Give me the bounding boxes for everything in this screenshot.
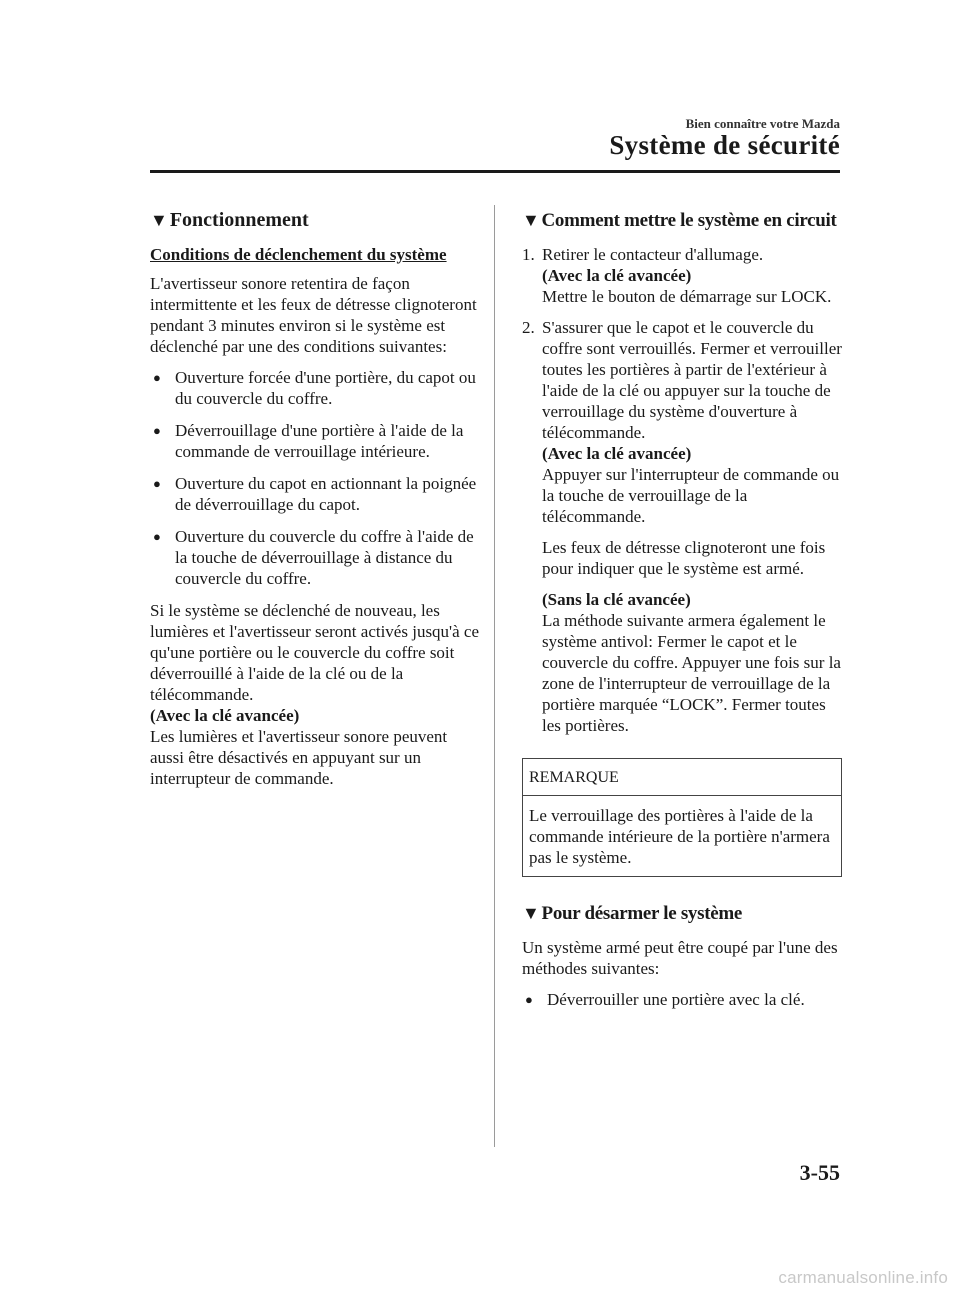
no-key-text: La méthode suivante armera également le système antivol: Fermer le capot et le couvercle du coffre. Appuyer une fois sur la zone de l'interrupteur de verrouillage de la portière marquée “LOCK”. Fermer toutes les portières. (542, 611, 841, 735)
no-key-label: (Sans la clé avancée) (542, 590, 691, 609)
section-heading-text: Comment mettre le système en circuit (541, 210, 837, 231)
step-number: 1. (522, 245, 535, 264)
list-item-text: Déverrouiller une portière avec la clé. (547, 990, 805, 1009)
intro-paragraph: L'avertisseur sonore retentira de façon intermittente et les feux de détresse clignoteront pendant 3 minutes environ si le système est déclenché par une des conditions suivantes: (150, 274, 477, 356)
bullet-icon: ● (525, 992, 533, 1007)
header-subtitle: Bien connaître votre Mazda (685, 116, 840, 131)
list-item-text: Ouverture forcée d'une portière, du capot ou du couvercle du coffre. (175, 368, 476, 408)
note-box (522, 758, 842, 877)
bullet-icon: ● (153, 476, 161, 491)
triangle-down-icon: ▼ (150, 210, 168, 230)
list-item (150, 420, 480, 462)
section-heading-arming (522, 210, 842, 231)
advanced-key-text: Appuyer sur l'interrupteur de commande ou la touche de verrouillage de la télécommande. (542, 465, 840, 526)
section-heading-text: Fonctionnement (169, 209, 309, 231)
retrigger-paragraph (150, 600, 480, 789)
list-item-text: Ouverture du capot en actionnant la poignée de déverrouillage du capot. (175, 474, 477, 514)
subheading-trigger-conditions: Conditions de déclenchement du système (150, 245, 447, 264)
note-title: REMARQUE (523, 759, 841, 796)
step-text: Retirer le contacteur d'allumage. (542, 245, 764, 264)
list-item (522, 989, 842, 1010)
page-number: 3-55 (799, 1160, 840, 1185)
advanced-key-text: Mettre le bouton de démarrage sur LOCK. (542, 287, 832, 306)
section-heading-operation (150, 210, 480, 231)
left-column (150, 210, 480, 789)
list-item (150, 526, 480, 589)
list-item (150, 473, 480, 515)
list-item-text: Déverrouillage d'une portière à l'aide de la commande de verrouillage intérieure. (175, 421, 464, 461)
triangle-down-icon: ▼ (522, 903, 540, 923)
note-body: Le verrouillage des portières à l'aide de la commande intérieure de la portière n'armera pas le système. (529, 806, 830, 867)
step-item (522, 244, 842, 307)
retrigger-text: Si le système se déclenché de nouveau, les lumières et l'avertisseur seront activés jusqu'à ce qu'une portière ou le couvercle du coffre soit déverrouillé à l'aide de la clé ou de la télécommande. (150, 601, 480, 704)
step-number: 2. (522, 318, 535, 337)
disarm-paragraph: Un système armé peut être coupé par l'une des méthodes suivantes: (522, 938, 838, 978)
page-title: Système de sécurité (609, 130, 840, 160)
step-item (522, 317, 842, 527)
list-item (150, 367, 480, 409)
advanced-key-label: (Avec la clé avancée) (542, 266, 692, 285)
section-heading-disarm (522, 903, 842, 924)
advanced-key-text: Les lumières et l'avertisseur sonore peuvent aussi être désactivés en appuyant sur un interrupteur de commande. (150, 727, 448, 788)
right-column (522, 210, 842, 1021)
section-heading-text: Pour désarmer le système (541, 903, 743, 924)
triangle-down-icon: ▼ (522, 210, 540, 230)
list-item-text: Ouverture du couvercle du coffre à l'aide de la touche de déverrouillage à distance du couvercle du coffre. (175, 527, 474, 588)
step-text: S'assurer que le capot et le couvercle du coffre sont verrouillés. Fermer et verrouiller toutes les portières à partir de l'extérieur à l'aide de la clé ou appuyer sur la touche de verrouillage du système d'ouverture à télécommande. (542, 318, 842, 442)
header-rule (150, 170, 840, 173)
watermark: carmanualsonline.info (778, 1268, 948, 1287)
armed-paragraph: Les feux de détresse clignoteront une fois pour indiquer que le système est armé. (542, 538, 826, 578)
advanced-key-label: (Avec la clé avancée) (542, 444, 692, 463)
trigger-conditions-list (150, 367, 480, 589)
bullet-icon: ● (153, 423, 161, 438)
advanced-key-label: (Avec la clé avancée) (150, 706, 300, 725)
bullet-icon: ● (153, 370, 161, 385)
bullet-icon: ● (153, 529, 161, 544)
no-key-paragraph (522, 589, 842, 736)
column-divider (494, 205, 495, 1147)
